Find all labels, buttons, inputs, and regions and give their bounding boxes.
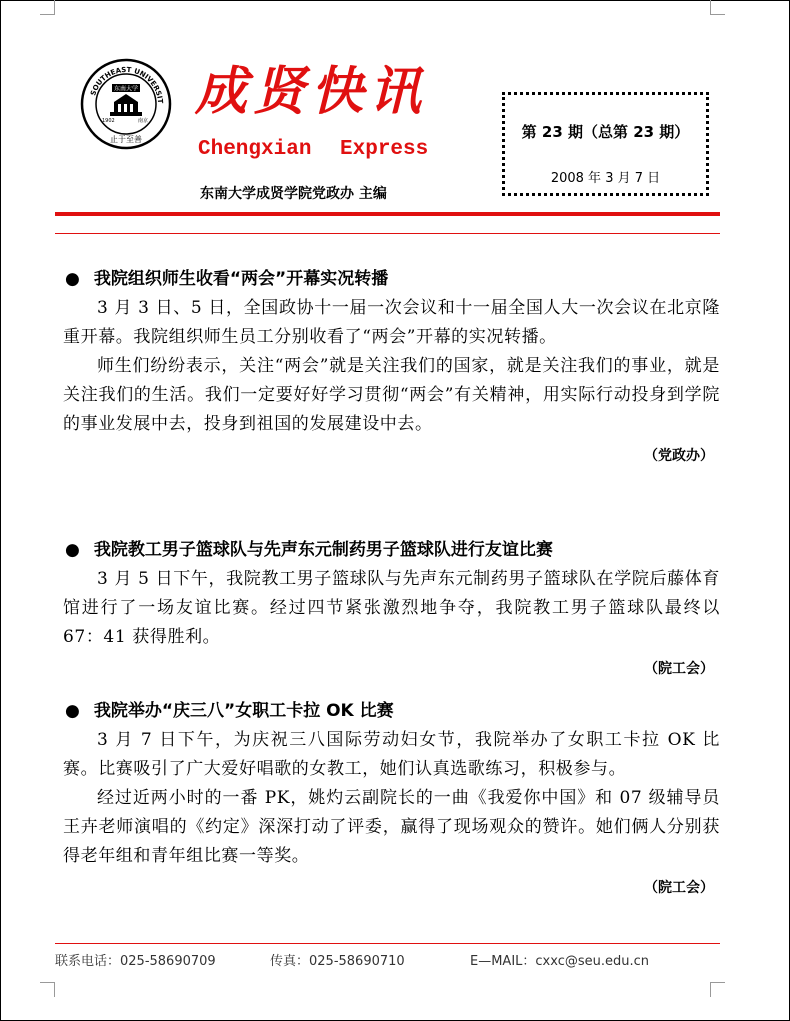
issue-number: 第 23 期（总第 23 期） [521,123,690,141]
svg-text:止于至善: 止于至善 [110,135,142,144]
article [55,696,720,897]
crop-mark [40,0,55,15]
article-paragraph: 3 月 3 日、5 日，全国政协十一届一次会议和十一届全国人大一次会议在北京隆重开幕。我院组织师生员工分别收看了“两会”开幕的实况转播。 [63,298,720,347]
article-paragraph: 师生们纷纷表示，关注“两会”就是关注我们的国家，就是关注我们的事业，就是关注我们的生活。我们一定要好好学习贯彻“两会”有关精神，用实际行动投身到学院的事业发展中去，投身到祖国的发展建设中去。 [63,356,720,434]
header-rule-thick [55,212,720,216]
footer-email[interactable]: E—MAIL：cxxc@seu.edu.cn [470,954,650,969]
article [55,535,720,678]
editor-credit: 东南大学成贤学院党政办 主编 [200,186,387,202]
svg-text:1902: 1902 [102,118,115,124]
article-source: （党政办） [644,448,714,464]
article-headline: ● 我院教工男子篮球队与先声东元制药男子篮球队进行友谊比赛 [55,535,720,565]
footer-rule [55,943,720,944]
header-rule-thin [55,233,720,234]
article [55,264,720,465]
bullet-icon: ● [65,269,80,289]
bullet-icon: ● [65,701,80,721]
article-paragraph: 3 月 5 日下午，我院教工男子篮球队与先声东元制药男子篮球队在学院后藤体育馆进行了一场友谊比赛。经过四节紧张激烈地争夺，我院教工男子篮球队最终以 67：41 获得胜利。 [63,569,720,647]
svg-text:南京: 南京 [138,118,149,124]
newsletter-title-cn: 成贤快讯 [195,62,428,122]
crop-mark [710,982,725,997]
article-source: （院工会） [644,880,714,896]
article-headline: ● 我院组织师生收看“两会”开幕实况转播 [55,264,720,294]
university-seal-icon [80,58,172,150]
article-source: （院工会） [644,661,714,677]
article-paragraph: 经过近两小时的一番 PK，姚灼云副院长的一曲《我爱你中国》和 07 级辅导员王卉老师演唱的《约定》深深打动了评委，赢得了现场观众的赞许。她们俩人分别获得老年组和青年组比赛一等奖。 [63,788,720,866]
bullet-icon: ● [65,540,80,560]
issue-info-box [502,92,709,196]
newsletter-title-en: Chengxian Express [198,138,429,161]
footer-fax: 传真：025-58690710 [270,954,405,969]
article-headline: ● 我院举办“庆三八”女职工卡拉 OK 比赛 [55,696,720,726]
crop-mark [710,0,725,15]
crop-mark [40,982,55,997]
issue-date: 2008 年 3 月 7 日 [550,171,661,186]
article-paragraph: 3 月 7 日下午，为庆祝三八国际劳动妇女节，我院举办了女职工卡拉 OK 比赛。比赛吸引了广大爱好唱歌的女教工，她们认真选歌练习，积极参与。 [63,730,720,779]
svg-text:东南大学: 东南大学 [113,85,139,93]
footer-phone: 联系电话：025-58690709 [55,954,216,969]
svg-text:SOUTHEAST UNIVERSITY: SOUTHEAST UNIVERSIT [89,65,165,104]
